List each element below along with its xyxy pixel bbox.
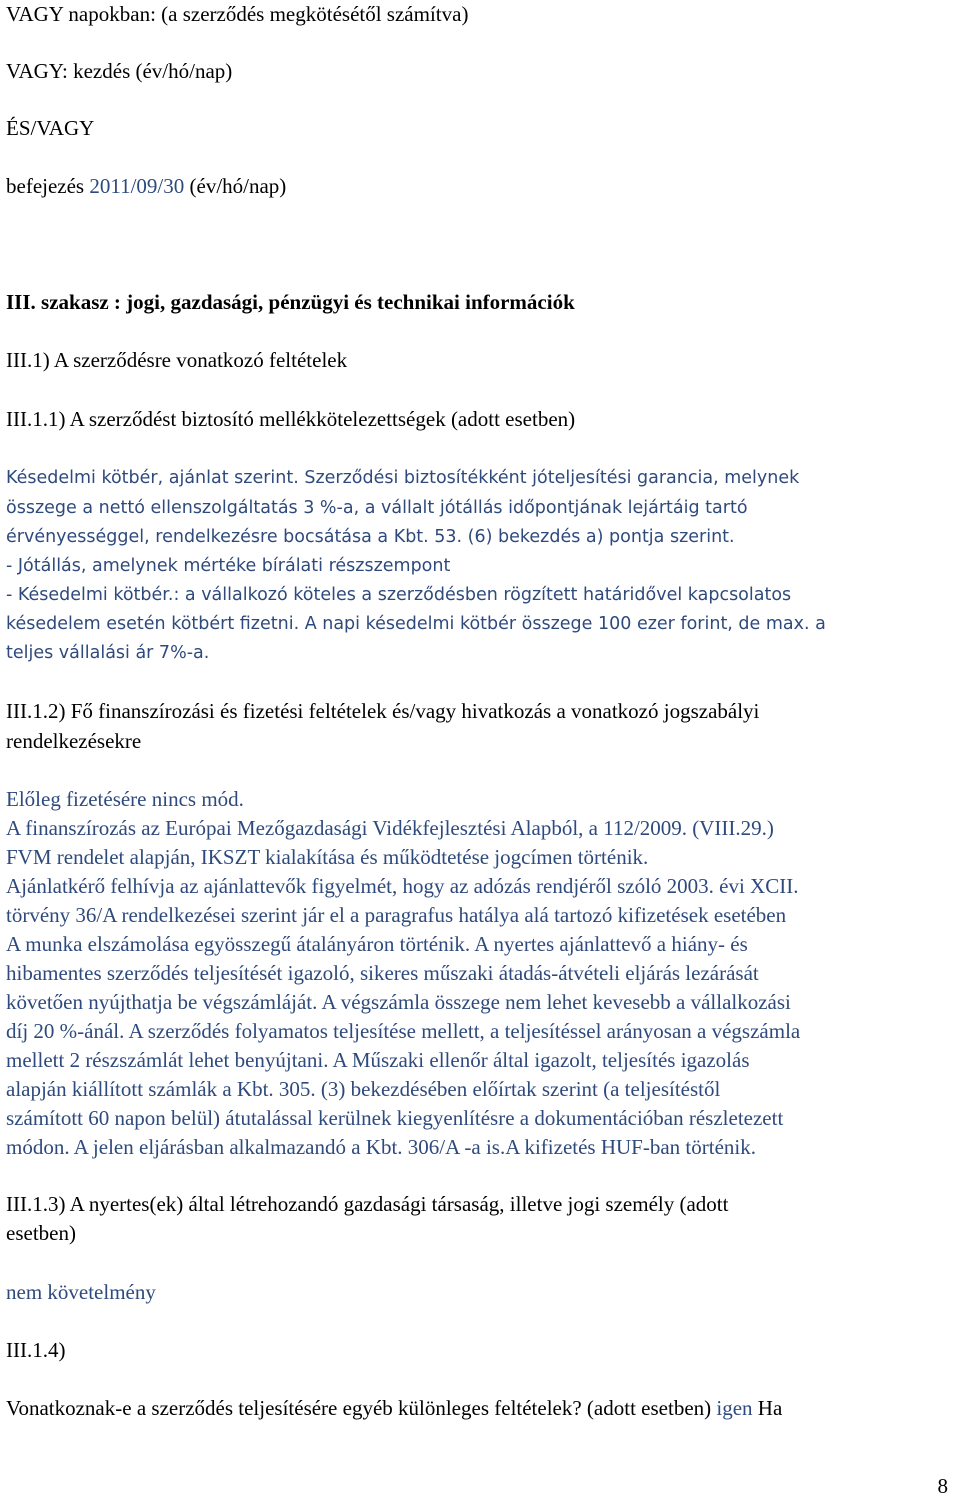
befejezes-date: 2011/09/30	[89, 174, 185, 198]
period-kezdes: VAGY: kezdés (év/hó/nap)	[6, 59, 233, 83]
s311-line: - Késedelmi kötbér.: a vállalkozó köteles a szerződésben rögzített határidővel kapcsolatos	[6, 585, 792, 605]
s314-tail: Ha	[752, 1396, 783, 1420]
s312-line: FVM rendelet alapján, IKSZT kialakítása és működtetése jogcímen történik.	[6, 845, 649, 869]
s312-line: A finanszírozás az Európai Mezőgazdasági Vidékfejlesztési Alapból, a 112/2009. (VIII.29.)	[6, 816, 774, 840]
period-napokban: VAGY napokban: (a szerződés megkötésétől számítva)	[6, 2, 469, 26]
s314-question: Vonatkoznak-e a szerződés teljesítésére egyéb különleges feltételek? (adott esetben)	[6, 1396, 717, 1420]
period-es-vagy: ÉS/VAGY	[6, 116, 95, 140]
page-number: 8	[937, 1474, 948, 1498]
s311-line: teljes vállalási ár 7%-a.	[6, 643, 210, 663]
s312-line: hibamentes szerződés teljesítését igazoló, sikeres műszaki átadás-átvételi eljárás lezárását	[6, 961, 759, 985]
section-3-1-heading: III.1) A szerződésre vonatkozó feltételek	[6, 348, 348, 372]
section-3-1-3-answer: nem követelmény	[6, 1280, 156, 1304]
section-3-1-3-heading-line: esetben)	[6, 1221, 76, 1245]
s312-line: Előleg fizetésére nincs mód.	[6, 787, 244, 811]
s311-line: összege a nettó ellenszolgáltatás 3 %-a, a vállalt jótállás időpontjának lejártáig tartó	[6, 498, 748, 518]
section-3-1-2-heading-line: rendelkezésekre	[6, 729, 142, 753]
befejezes-suffix: (év/hó/nap)	[184, 174, 287, 198]
s312-line: Ajánlatkérő felhívja az ajánlattevők figyelmét, hogy az adózás rendjéről szóló 2003. évi XCII.	[6, 874, 799, 898]
section-3-1-4-heading: III.1.4)	[6, 1338, 66, 1362]
section-3-title: III. szakasz : jogi, gazdasági, pénzügyi és technikai információk	[6, 290, 575, 314]
befejezes-prefix: befejezés	[6, 174, 90, 198]
s312-line: számított 60 napon belül) átutalással kerülnek kiegyenlítésre a dokumentációban részletezett	[6, 1106, 784, 1130]
s311-line: Késedelmi kötbér, ajánlat szerint. Szerződési biztosítékként jóteljesítési garancia, melynek	[6, 468, 800, 488]
s312-line: törvény 36/A rendelkezései szerint jár el a paragrafus hatálya alá tartozó kifizetések esetében	[6, 903, 787, 927]
period-befejezes	[6, 172, 286, 201]
s312-line: követően nyújthatja be végszámláját. A végszámla összege nem lehet kevesebb a vállalkozási	[6, 990, 791, 1014]
s312-line: alapján kiállított számlák a Kbt. 305. (3) bekezdésében előírtak szerint (a teljesítéstől	[6, 1077, 721, 1101]
section-3-1-3-heading-line: III.1.3) A nyertes(ek) által létrehozandó gazdasági társaság, illetve jogi személy (adott	[6, 1192, 729, 1216]
s312-line: díj 20 %-ánál. A szerződés folyamatos teljesítése mellett, a teljesítéssel arányosan a végszámla	[6, 1019, 801, 1043]
s312-line: módon. A jelen eljárásban alkalmazandó a Kbt. 306/A -a is.A kifizetés HUF-ban történik.	[6, 1135, 756, 1159]
s311-line: érvényességgel, rendelkezésre bocsátása a Kbt. 53. (6) bekezdés a) pontja szerint.	[6, 527, 735, 547]
section-3-1-4-question-line	[6, 1394, 782, 1423]
s312-line: mellett 2 részszámlát lehet benyújtani. A Műszaki ellenőr által igazolt, teljesítés igazolás	[6, 1048, 750, 1072]
s311-line: késedelem esetén kötbért fizetni. A napi késedelmi kötbér összege 100 ezer forint, de max. a	[6, 614, 826, 634]
section-3-1-1-heading: III.1.1) A szerződést biztosító mellékkötelezettségek (adott esetben)	[6, 407, 576, 431]
s311-line: - Jótállás, amelynek mértéke bírálati részszempont	[6, 556, 451, 576]
s312-line: A munka elszámolása egyösszegű átalányáron történik. A nyertes ajánlattevő a hiány- és	[6, 932, 748, 956]
s314-answer: igen	[716, 1396, 753, 1420]
section-3-1-2-heading-line: III.1.2) Fő finanszírozási és fizetési feltételek és/vagy hivatkozás a vonatkozó jogszabályi	[6, 699, 760, 723]
